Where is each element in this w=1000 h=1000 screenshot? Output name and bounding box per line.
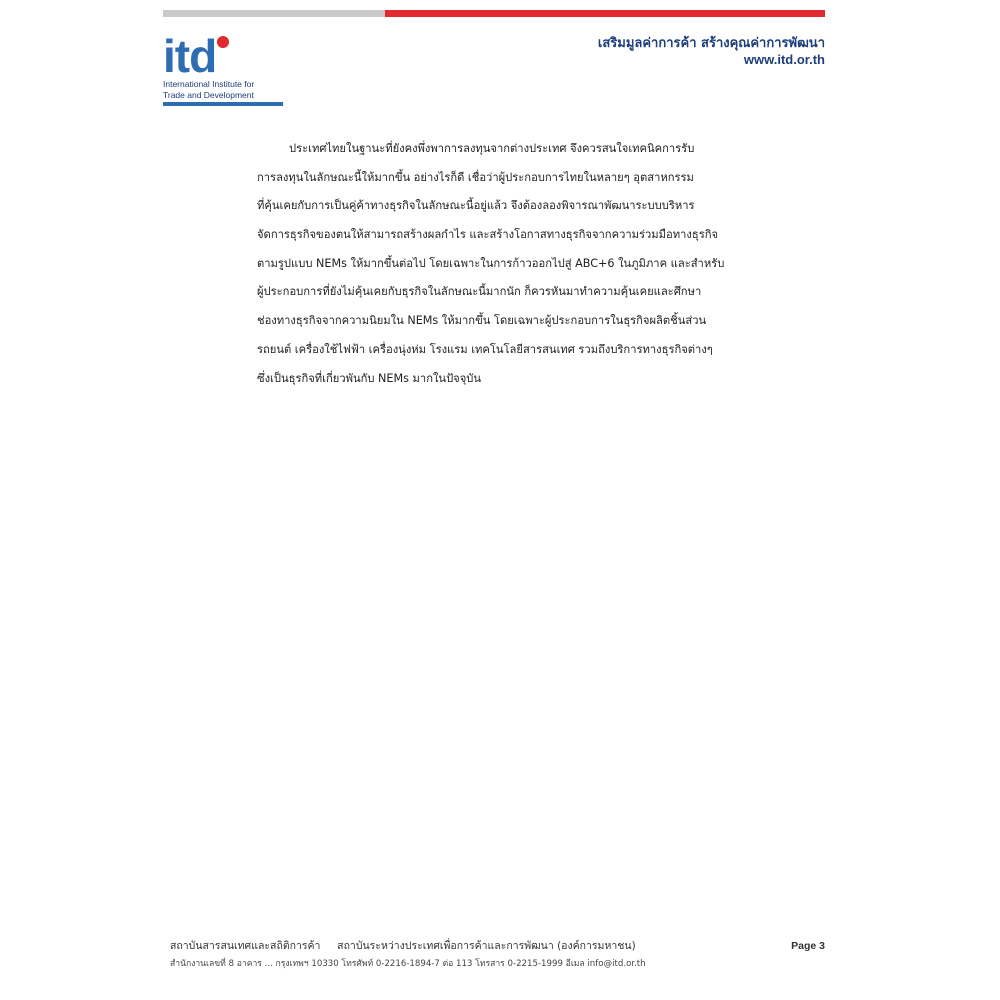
logo-subtitle-2: Trade and Development xyxy=(163,90,254,100)
body-line: ผู้ประกอบการที่ยังไม่คุ้นเคยกับธุรกิจในลักษณะนี้มากนัก ก็ควรหันมาทำความคุ้นเคยและศึกษา xyxy=(257,285,702,299)
logo-wordmark xyxy=(163,30,293,82)
logo-tagline-bar xyxy=(163,102,283,106)
logo-text: itd xyxy=(163,30,217,82)
logo-globe-icon xyxy=(217,36,229,48)
footer-org-names xyxy=(170,938,636,954)
footer-org-prefix: สถาบันสารสนเทศและสถิติการค้า xyxy=(170,940,321,952)
itd-logo xyxy=(163,30,293,106)
body-line: การลงทุนในลักษณะนี้ให้มากขึ้น อย่างไรก็ดี เชื่อว่าผู้ประกอบการไทยในหลายๆ อุตสาหกรรม xyxy=(257,170,694,184)
body-line: รถยนต์ เครื่องใช้ไฟฟ้า เครื่องนุ่งห่ม โรงแรม เทคโนโลยีสารสนเทศ รวมถึงบริการทางธุรกิจต่างๆ xyxy=(257,342,713,356)
slogan-text: เสริมมูลค่าการค้า สร้างคุณค่าการพัฒนา xyxy=(597,36,825,51)
header-bar-gray-segment xyxy=(163,10,385,17)
body-line: จัดการธุรกิจของตนให้สามารถสร้างผลกำไร และสร้างโอกาสทางธุรกิจจากความร่วมมือทางธุรกิจ xyxy=(257,228,719,242)
footer-top-row xyxy=(170,938,825,954)
body-line: ประเทศไทยในฐานะที่ยังคงพึ่งพาการลงทุนจากต่างประเทศ จึงควรสนใจเทคนิคการรับ xyxy=(289,142,695,155)
body-line: ซึ่งเป็นธุรกิจที่เกี่ยวพันกับ NEMs มากในปัจจุบัน xyxy=(257,371,482,385)
header-bar-red-segment xyxy=(385,10,825,17)
logo-subtitle-1: International Institute for xyxy=(163,79,255,89)
body-paragraph xyxy=(257,135,774,393)
website-url: www.itd.or.th xyxy=(743,52,825,67)
header-slogan xyxy=(598,36,825,68)
page-footer xyxy=(170,938,825,974)
page-number: Page 3 xyxy=(791,940,825,952)
body-line: ที่คุ้นเคยกับการเป็นคู่ค้าทางธุรกิจในลักษณะนี้อยู่แล้ว จึงต้องลองพิจารณาพัฒนาระบบบริหาร xyxy=(257,199,695,213)
body-line: ตามรูปแบบ NEMs ให้มากขึ้นต่อไป โดยเฉพาะในการก้าวออกไปสู่ ABC+6 ในภูมิภาค และสำหรับ xyxy=(257,256,725,270)
body-line: ช่องทางธุรกิจจากความนิยมใน NEMs ให้มากขึ้น โดยเฉพาะผู้ประกอบการในธุรกิจผลิตชิ้นส่วน xyxy=(257,314,707,328)
header-color-bar xyxy=(163,10,825,17)
footer-org-line: สถาบันระหว่างประเทศเพื่อการค้าและการพัฒนา (องค์การมหาชน) xyxy=(337,940,636,952)
footer-address: สำนักงานเลขที่ 8 อาคาร ... กรุงเทพฯ 10330 โทรศัพท์ 0-2216-1894-7 ต่อ 113 โทรสาร 0-2215-1999 อีเมล info@itd.or.th xyxy=(170,959,646,969)
